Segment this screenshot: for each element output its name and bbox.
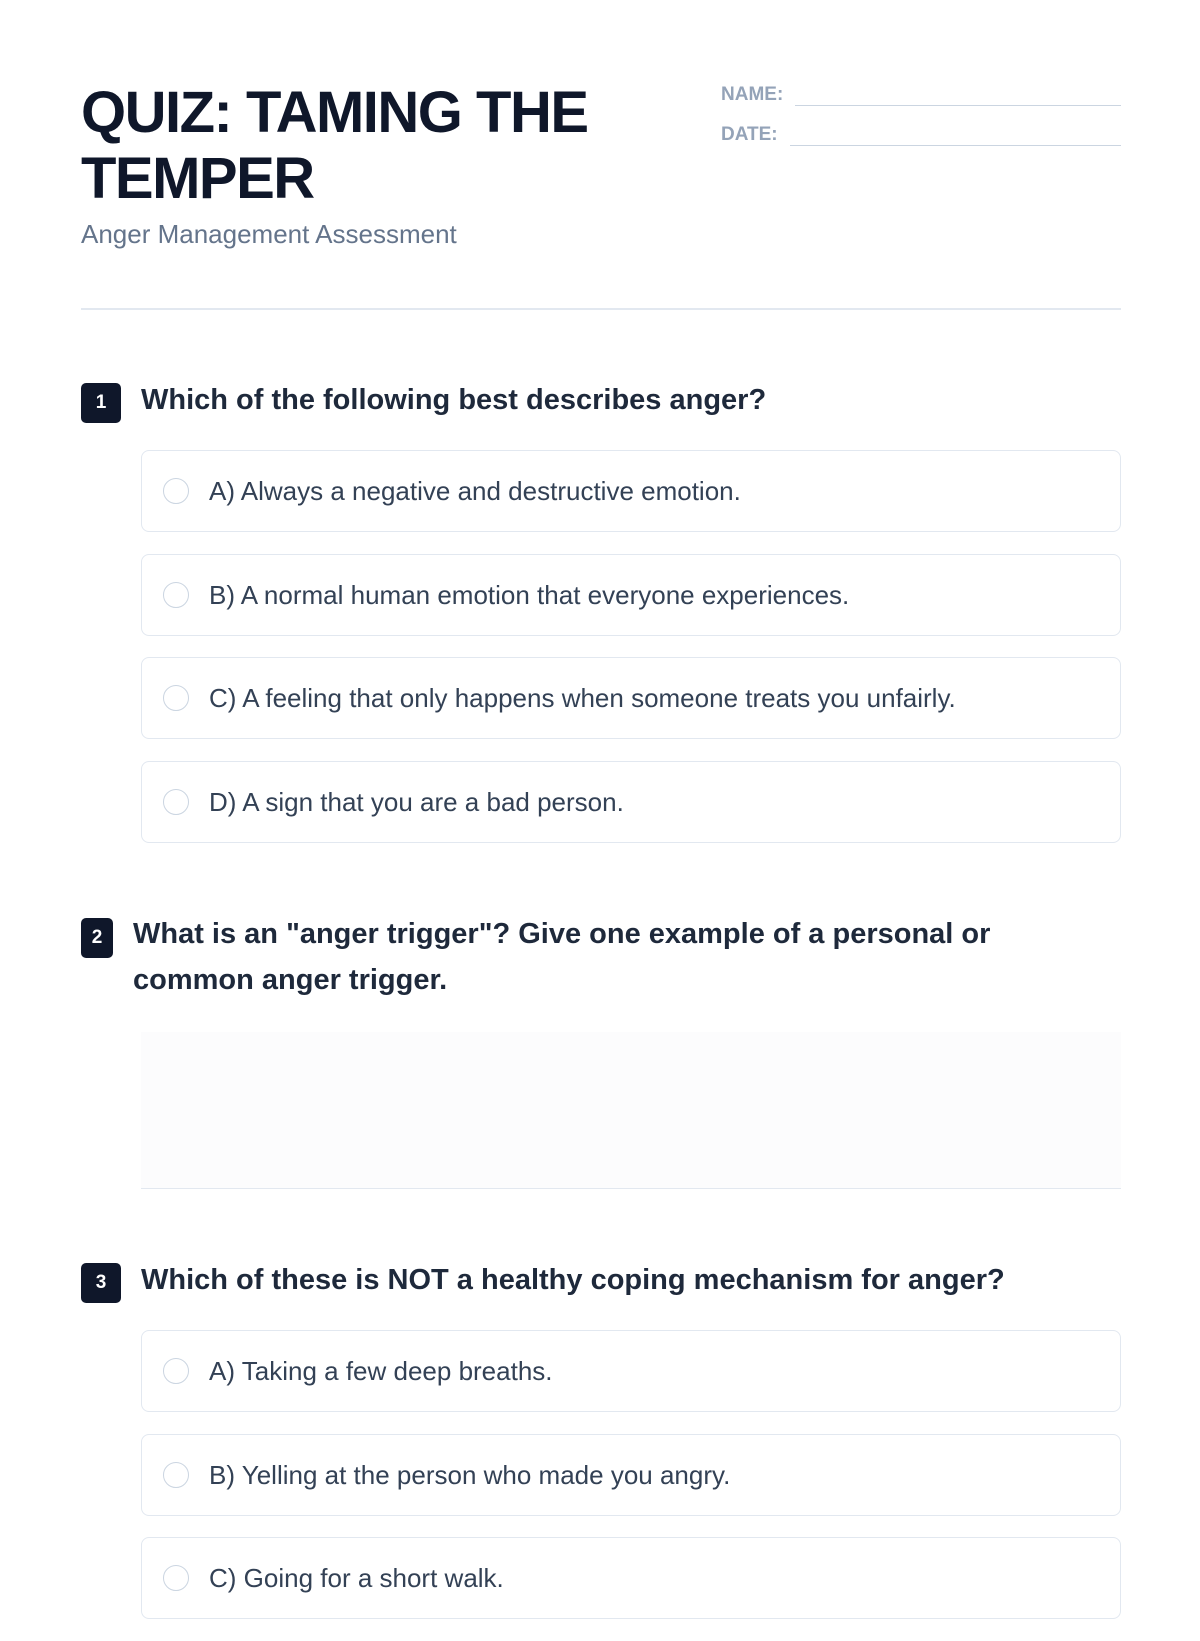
answer-option-c[interactable] (141, 1537, 1121, 1619)
question-header (81, 1257, 1121, 1303)
student-info (721, 80, 1121, 160)
answer-option-a[interactable] (141, 1330, 1121, 1412)
radio-button[interactable] (163, 685, 189, 711)
radio-button[interactable] (163, 582, 189, 608)
radio-button[interactable] (163, 478, 189, 504)
question-number-badge: 3 (81, 1263, 121, 1303)
question-3 (81, 1257, 1121, 1303)
page-title: QUIZ: TAMING THE TEMPER (81, 80, 588, 211)
page-subtitle: Anger Management Assessment (81, 219, 457, 249)
option-label: C) Going for a short walk. (209, 1563, 504, 1593)
name-row (721, 80, 1121, 106)
question-header (81, 377, 1121, 423)
written-answer-box[interactable] (141, 1032, 1121, 1189)
radio-button[interactable] (163, 1565, 189, 1591)
option-label: B) A normal human emotion that everyone experiences. (209, 579, 850, 610)
answer-option-c[interactable] (141, 657, 1121, 739)
question-3-options (141, 1330, 1121, 1641)
question-number-badge: 2 (81, 918, 113, 958)
name-field[interactable] (795, 81, 1121, 106)
question-2 (81, 911, 1121, 1003)
answer-option-d[interactable] (141, 761, 1121, 843)
question-number-badge: 1 (81, 383, 121, 423)
question-text: What is an "anger trigger"? Give one example of a personal or common anger trigger. (133, 918, 991, 996)
option-label: A) Taking a few deep breaths. (209, 1356, 553, 1386)
date-row (721, 120, 1121, 146)
question-1-options (141, 450, 1121, 864)
answer-option-a[interactable] (141, 450, 1121, 532)
answer-option-b[interactable] (141, 1434, 1121, 1516)
radio-button[interactable] (163, 1462, 189, 1488)
date-label: DATE: (721, 124, 778, 145)
option-label: B) Yelling at the person who made you angry. (209, 1459, 731, 1490)
quiz-header (81, 0, 1121, 310)
question-1 (81, 377, 1121, 423)
option-label: D) A sign that you are a bad person. (209, 786, 624, 817)
option-label: C) A feeling that only happens when someone treats you unfairly. (209, 683, 956, 713)
radio-button[interactable] (163, 1358, 189, 1384)
answer-option-b[interactable] (141, 554, 1121, 636)
quiz-page (81, 0, 1121, 1593)
name-label: NAME: (721, 84, 784, 105)
question-text: Which of these is NOT a healthy coping mechanism for anger? (141, 1264, 1005, 1296)
date-field[interactable] (790, 121, 1121, 146)
radio-button[interactable] (163, 789, 189, 815)
question-header (81, 911, 1121, 1003)
option-label: A) Always a negative and destructive emotion. (209, 476, 741, 506)
question-text: Which of the following best describes anger? (141, 384, 767, 416)
